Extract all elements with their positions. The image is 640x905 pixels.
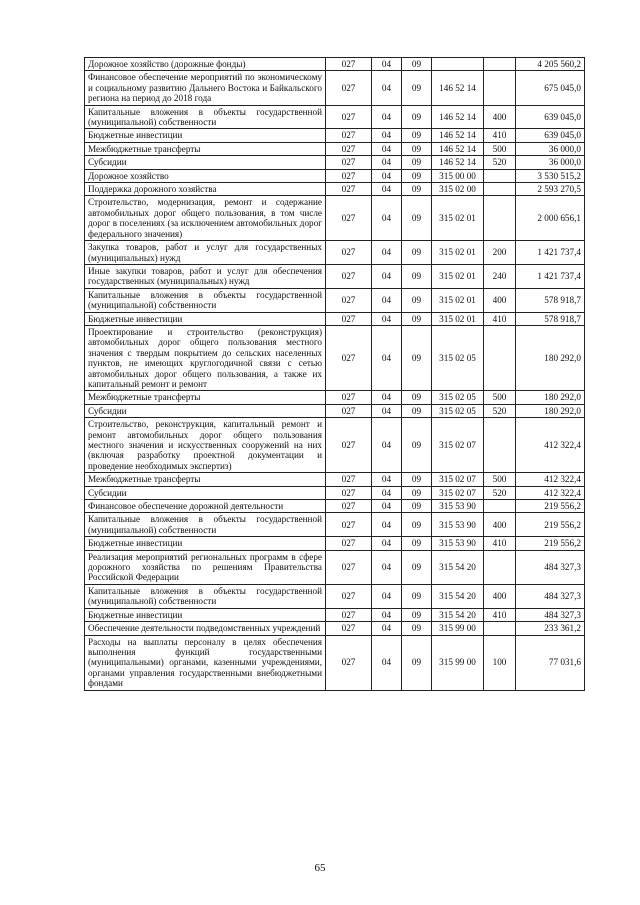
row-amount: 484 327,3: [516, 550, 585, 584]
row-subsection-code: 09: [402, 312, 432, 325]
row-subsection-code: 09: [402, 500, 432, 513]
row-target-article: 315 99 00: [432, 635, 484, 690]
row-target-article: 146 52 14: [432, 142, 484, 155]
row-expense-type: [484, 325, 516, 390]
row-gr-code: 027: [326, 129, 372, 142]
row-amount: 219 556,2: [516, 513, 585, 537]
row-amount: 639 045,0: [516, 105, 585, 129]
table-row: [85, 312, 585, 325]
row-amount: 675 045,0: [516, 71, 585, 105]
row-name: Бюджетные инвестиции: [85, 537, 326, 550]
row-subsection-code: 09: [402, 71, 432, 105]
row-expense-type: [484, 196, 516, 241]
table-row: [85, 196, 585, 241]
table-row: [85, 391, 585, 404]
row-amount: 36 000,0: [516, 156, 585, 169]
row-gr-code: 027: [326, 264, 372, 288]
row-amount: 36 000,0: [516, 142, 585, 155]
row-amount: 578 918,7: [516, 288, 585, 312]
row-amount: 1 421 737,4: [516, 241, 585, 265]
row-section-code: 04: [372, 550, 402, 584]
table-row: [85, 550, 585, 584]
row-amount: 180 292,0: [516, 325, 585, 390]
row-target-article: 315 99 00: [432, 622, 484, 635]
row-expense-type: 410: [484, 312, 516, 325]
row-name: Строительство, реконструкция, капитальный ремонт и ремонт автомобильных дорог общего пользования местного значения и искусственных сооружений на них (включая разработку проектной документации и проведение необходимых экспертиз): [85, 418, 326, 473]
row-gr-code: 027: [326, 325, 372, 390]
row-amount: 484 327,3: [516, 584, 585, 608]
row-amount: 484 327,3: [516, 608, 585, 621]
row-gr-code: 027: [326, 196, 372, 241]
row-expense-type: 520: [484, 404, 516, 417]
row-target-article: 315 02 05: [432, 325, 484, 390]
row-expense-type: 520: [484, 486, 516, 499]
row-expense-type: 500: [484, 142, 516, 155]
row-section-code: 04: [372, 241, 402, 265]
row-expense-type: 200: [484, 241, 516, 265]
row-target-article: 146 52 14: [432, 156, 484, 169]
row-amount: 77 031,6: [516, 635, 585, 690]
table-row: [85, 169, 585, 182]
row-expense-type: 400: [484, 288, 516, 312]
row-name: Капитальные вложения в объекты государственной (муниципальной) собственности: [85, 513, 326, 537]
row-gr-code: 027: [326, 550, 372, 584]
row-gr-code: 027: [326, 500, 372, 513]
row-expense-type: 100: [484, 635, 516, 690]
row-expense-type: 520: [484, 156, 516, 169]
row-target-article: 315 53 90: [432, 513, 484, 537]
row-subsection-code: 09: [402, 635, 432, 690]
row-expense-type: [484, 58, 516, 71]
table-row: [85, 129, 585, 142]
row-gr-code: 027: [326, 241, 372, 265]
row-subsection-code: 09: [402, 418, 432, 473]
row-expense-type: [484, 550, 516, 584]
row-gr-code: 027: [326, 312, 372, 325]
row-expense-type: [484, 71, 516, 105]
row-expense-type: 410: [484, 129, 516, 142]
row-gr-code: 027: [326, 156, 372, 169]
row-subsection-code: 09: [402, 404, 432, 417]
row-target-article: 315 02 01: [432, 241, 484, 265]
row-name: Межбюджетные трансферты: [85, 391, 326, 404]
table-row: [85, 264, 585, 288]
row-gr-code: 027: [326, 391, 372, 404]
table-row: [85, 241, 585, 265]
row-name: Проектирование и строительство (реконструкция) автомобильных дорог общего пользования местного значения с твердым покрытием до сельских населенных пунктов, не имеющих круглогодичной связи с сетью автомобильных дорог общего пользования, а также их капитальный ремонт и ремонт: [85, 325, 326, 390]
table-row: [85, 418, 585, 473]
row-name: Субсидии: [85, 156, 326, 169]
row-expense-type: 400: [484, 513, 516, 537]
table-body: [85, 58, 585, 691]
row-subsection-code: 09: [402, 196, 432, 241]
row-expense-type: 400: [484, 584, 516, 608]
row-target-article: 315 02 07: [432, 473, 484, 486]
table-row: [85, 473, 585, 486]
row-section-code: 04: [372, 537, 402, 550]
row-name: Межбюджетные трансферты: [85, 142, 326, 155]
row-section-code: 04: [372, 156, 402, 169]
row-gr-code: 027: [326, 105, 372, 129]
row-gr-code: 027: [326, 71, 372, 105]
row-amount: 2 000 656,1: [516, 196, 585, 241]
row-name: Субсидии: [85, 486, 326, 499]
row-section-code: 04: [372, 71, 402, 105]
row-target-article: 315 54 20: [432, 608, 484, 621]
row-target-article: 315 53 90: [432, 537, 484, 550]
row-section-code: 04: [372, 169, 402, 182]
row-target-article: 315 02 07: [432, 486, 484, 499]
row-target-article: 315 54 20: [432, 584, 484, 608]
row-name: Бюджетные инвестиции: [85, 129, 326, 142]
row-section-code: 04: [372, 635, 402, 690]
row-target-article: 315 02 07: [432, 418, 484, 473]
row-amount: 219 556,2: [516, 537, 585, 550]
row-name: Бюджетные инвестиции: [85, 312, 326, 325]
row-gr-code: 027: [326, 58, 372, 71]
row-name: Финансовое обеспечение мероприятий по экономическому и социальному развитию Дальнего Востока и Байкальского региона на период до 2018 года: [85, 71, 326, 105]
row-gr-code: 027: [326, 288, 372, 312]
row-subsection-code: 09: [402, 156, 432, 169]
row-name: Капитальные вложения в объекты государственной (муниципальной) собственности: [85, 584, 326, 608]
row-subsection-code: 09: [402, 550, 432, 584]
table-row: [85, 537, 585, 550]
row-name: Субсидии: [85, 404, 326, 417]
row-subsection-code: 09: [402, 129, 432, 142]
row-gr-code: 027: [326, 537, 372, 550]
row-subsection-code: 09: [402, 183, 432, 196]
row-expense-type: 500: [484, 473, 516, 486]
table-row: [85, 513, 585, 537]
row-section-code: 04: [372, 418, 402, 473]
row-target-article: 315 53 90: [432, 500, 484, 513]
row-subsection-code: 09: [402, 513, 432, 537]
table-row: [85, 486, 585, 499]
row-section-code: 04: [372, 312, 402, 325]
row-expense-type: [484, 169, 516, 182]
row-amount: 639 045,0: [516, 129, 585, 142]
row-section-code: 04: [372, 183, 402, 196]
row-subsection-code: 09: [402, 142, 432, 155]
row-section-code: 04: [372, 608, 402, 621]
row-amount: 180 292,0: [516, 404, 585, 417]
row-name: Реализация мероприятий региональных программ в сфере дорожного хозяйства по решениям Правительства Российской Федерации: [85, 550, 326, 584]
page-number: 65: [314, 862, 326, 874]
row-gr-code: 027: [326, 418, 372, 473]
row-gr-code: 027: [326, 608, 372, 621]
row-subsection-code: 09: [402, 288, 432, 312]
table-row: [85, 622, 585, 635]
table-row: [85, 105, 585, 129]
table-row: [85, 500, 585, 513]
row-section-code: 04: [372, 391, 402, 404]
row-gr-code: 027: [326, 635, 372, 690]
row-amount: 412 322,4: [516, 486, 585, 499]
row-subsection-code: 09: [402, 105, 432, 129]
row-amount: 2 593 270,5: [516, 183, 585, 196]
table-row: [85, 635, 585, 690]
row-expense-type: 500: [484, 391, 516, 404]
row-subsection-code: 09: [402, 241, 432, 265]
row-section-code: 04: [372, 404, 402, 417]
row-expense-type: 400: [484, 105, 516, 129]
row-subsection-code: 09: [402, 486, 432, 499]
table-row: [85, 58, 585, 71]
row-section-code: 04: [372, 129, 402, 142]
row-section-code: 04: [372, 105, 402, 129]
table-row: [85, 608, 585, 621]
row-name: Обеспечение деятельности подведомственных учреждений: [85, 622, 326, 635]
row-subsection-code: 09: [402, 622, 432, 635]
row-gr-code: 027: [326, 486, 372, 499]
row-expense-type: [484, 418, 516, 473]
row-amount: 233 361,2: [516, 622, 585, 635]
row-target-article: 146 52 14: [432, 105, 484, 129]
table-row: [85, 288, 585, 312]
row-gr-code: 027: [326, 622, 372, 635]
row-target-article: 315 02 05: [432, 391, 484, 404]
row-expense-type: [484, 183, 516, 196]
row-target-article: 315 02 00: [432, 183, 484, 196]
row-target-article: 315 00 00: [432, 169, 484, 182]
row-amount: 412 322,4: [516, 418, 585, 473]
row-target-article: 315 02 01: [432, 196, 484, 241]
table-row: [85, 404, 585, 417]
row-target-article: [432, 58, 484, 71]
row-expense-type: 410: [484, 608, 516, 621]
table-row: [85, 156, 585, 169]
row-name: Дорожное хозяйство (дорожные фонды): [85, 58, 326, 71]
row-section-code: 04: [372, 142, 402, 155]
table-row: [85, 71, 585, 105]
row-expense-type: [484, 500, 516, 513]
row-target-article: 146 52 14: [432, 71, 484, 105]
table-row: [85, 142, 585, 155]
row-target-article: 315 02 01: [432, 288, 484, 312]
row-target-article: 315 02 01: [432, 264, 484, 288]
row-name: Расходы на выплаты персоналу в целях обеспечения выполнения функций государственными (муниципальными) органами, казенными учреждениями, органами управления государственными внебюджетными фондами: [85, 635, 326, 690]
row-name: Финансовое обеспечение дорожной деятельности: [85, 500, 326, 513]
row-amount: 219 556,2: [516, 500, 585, 513]
row-amount: 578 918,7: [516, 312, 585, 325]
row-section-code: 04: [372, 288, 402, 312]
row-target-article: 315 02 01: [432, 312, 484, 325]
row-gr-code: 027: [326, 404, 372, 417]
row-name: Бюджетные инвестиции: [85, 608, 326, 621]
row-expense-type: [484, 622, 516, 635]
row-target-article: 146 52 14: [432, 129, 484, 142]
row-section-code: 04: [372, 473, 402, 486]
row-name: Капитальные вложения в объекты государственной (муниципальной) собственности: [85, 105, 326, 129]
row-subsection-code: 09: [402, 391, 432, 404]
row-section-code: 04: [372, 58, 402, 71]
row-amount: 3 530 515,2: [516, 169, 585, 182]
row-subsection-code: 09: [402, 169, 432, 182]
row-subsection-code: 09: [402, 58, 432, 71]
row-name: Закупка товаров, работ и услуг для государственных (муниципальных) нужд: [85, 241, 326, 265]
row-section-code: 04: [372, 513, 402, 537]
row-subsection-code: 09: [402, 584, 432, 608]
row-expense-type: 410: [484, 537, 516, 550]
row-name: Иные закупки товаров, работ и услуг для обеспечения государственных (муниципальных) нужд: [85, 264, 326, 288]
row-amount: 4 205 560,2: [516, 58, 585, 71]
row-gr-code: 027: [326, 169, 372, 182]
row-expense-type: 240: [484, 264, 516, 288]
row-section-code: 04: [372, 196, 402, 241]
row-name: Межбюджетные трансферты: [85, 473, 326, 486]
row-amount: 412 322,4: [516, 473, 585, 486]
row-subsection-code: 09: [402, 325, 432, 390]
table-row: [85, 325, 585, 390]
row-section-code: 04: [372, 622, 402, 635]
row-name: Поддержка дорожного хозяйства: [85, 183, 326, 196]
row-section-code: 04: [372, 325, 402, 390]
row-subsection-code: 09: [402, 473, 432, 486]
row-name: Дорожное хозяйство: [85, 169, 326, 182]
row-target-article: 315 02 05: [432, 404, 484, 417]
row-gr-code: 027: [326, 513, 372, 537]
row-section-code: 04: [372, 264, 402, 288]
row-name: Строительство, модернизация, ремонт и содержание автомобильных дорог общего пользования, в том числе дорог в поселениях (за исключением автомобильных дорог федерального значения): [85, 196, 326, 241]
row-gr-code: 027: [326, 473, 372, 486]
row-gr-code: 027: [326, 142, 372, 155]
table-row: [85, 584, 585, 608]
row-target-article: 315 54 20: [432, 550, 484, 584]
row-subsection-code: 09: [402, 537, 432, 550]
row-subsection-code: 09: [402, 264, 432, 288]
row-gr-code: 027: [326, 584, 372, 608]
row-section-code: 04: [372, 486, 402, 499]
table-row: [85, 183, 585, 196]
row-subsection-code: 09: [402, 608, 432, 621]
row-name: Капитальные вложения в объекты государственной (муниципальной) собственности: [85, 288, 326, 312]
row-section-code: 04: [372, 584, 402, 608]
budget-table: [84, 57, 585, 691]
row-amount: 180 292,0: [516, 391, 585, 404]
row-section-code: 04: [372, 500, 402, 513]
row-amount: 1 421 737,4: [516, 264, 585, 288]
row-gr-code: 027: [326, 183, 372, 196]
